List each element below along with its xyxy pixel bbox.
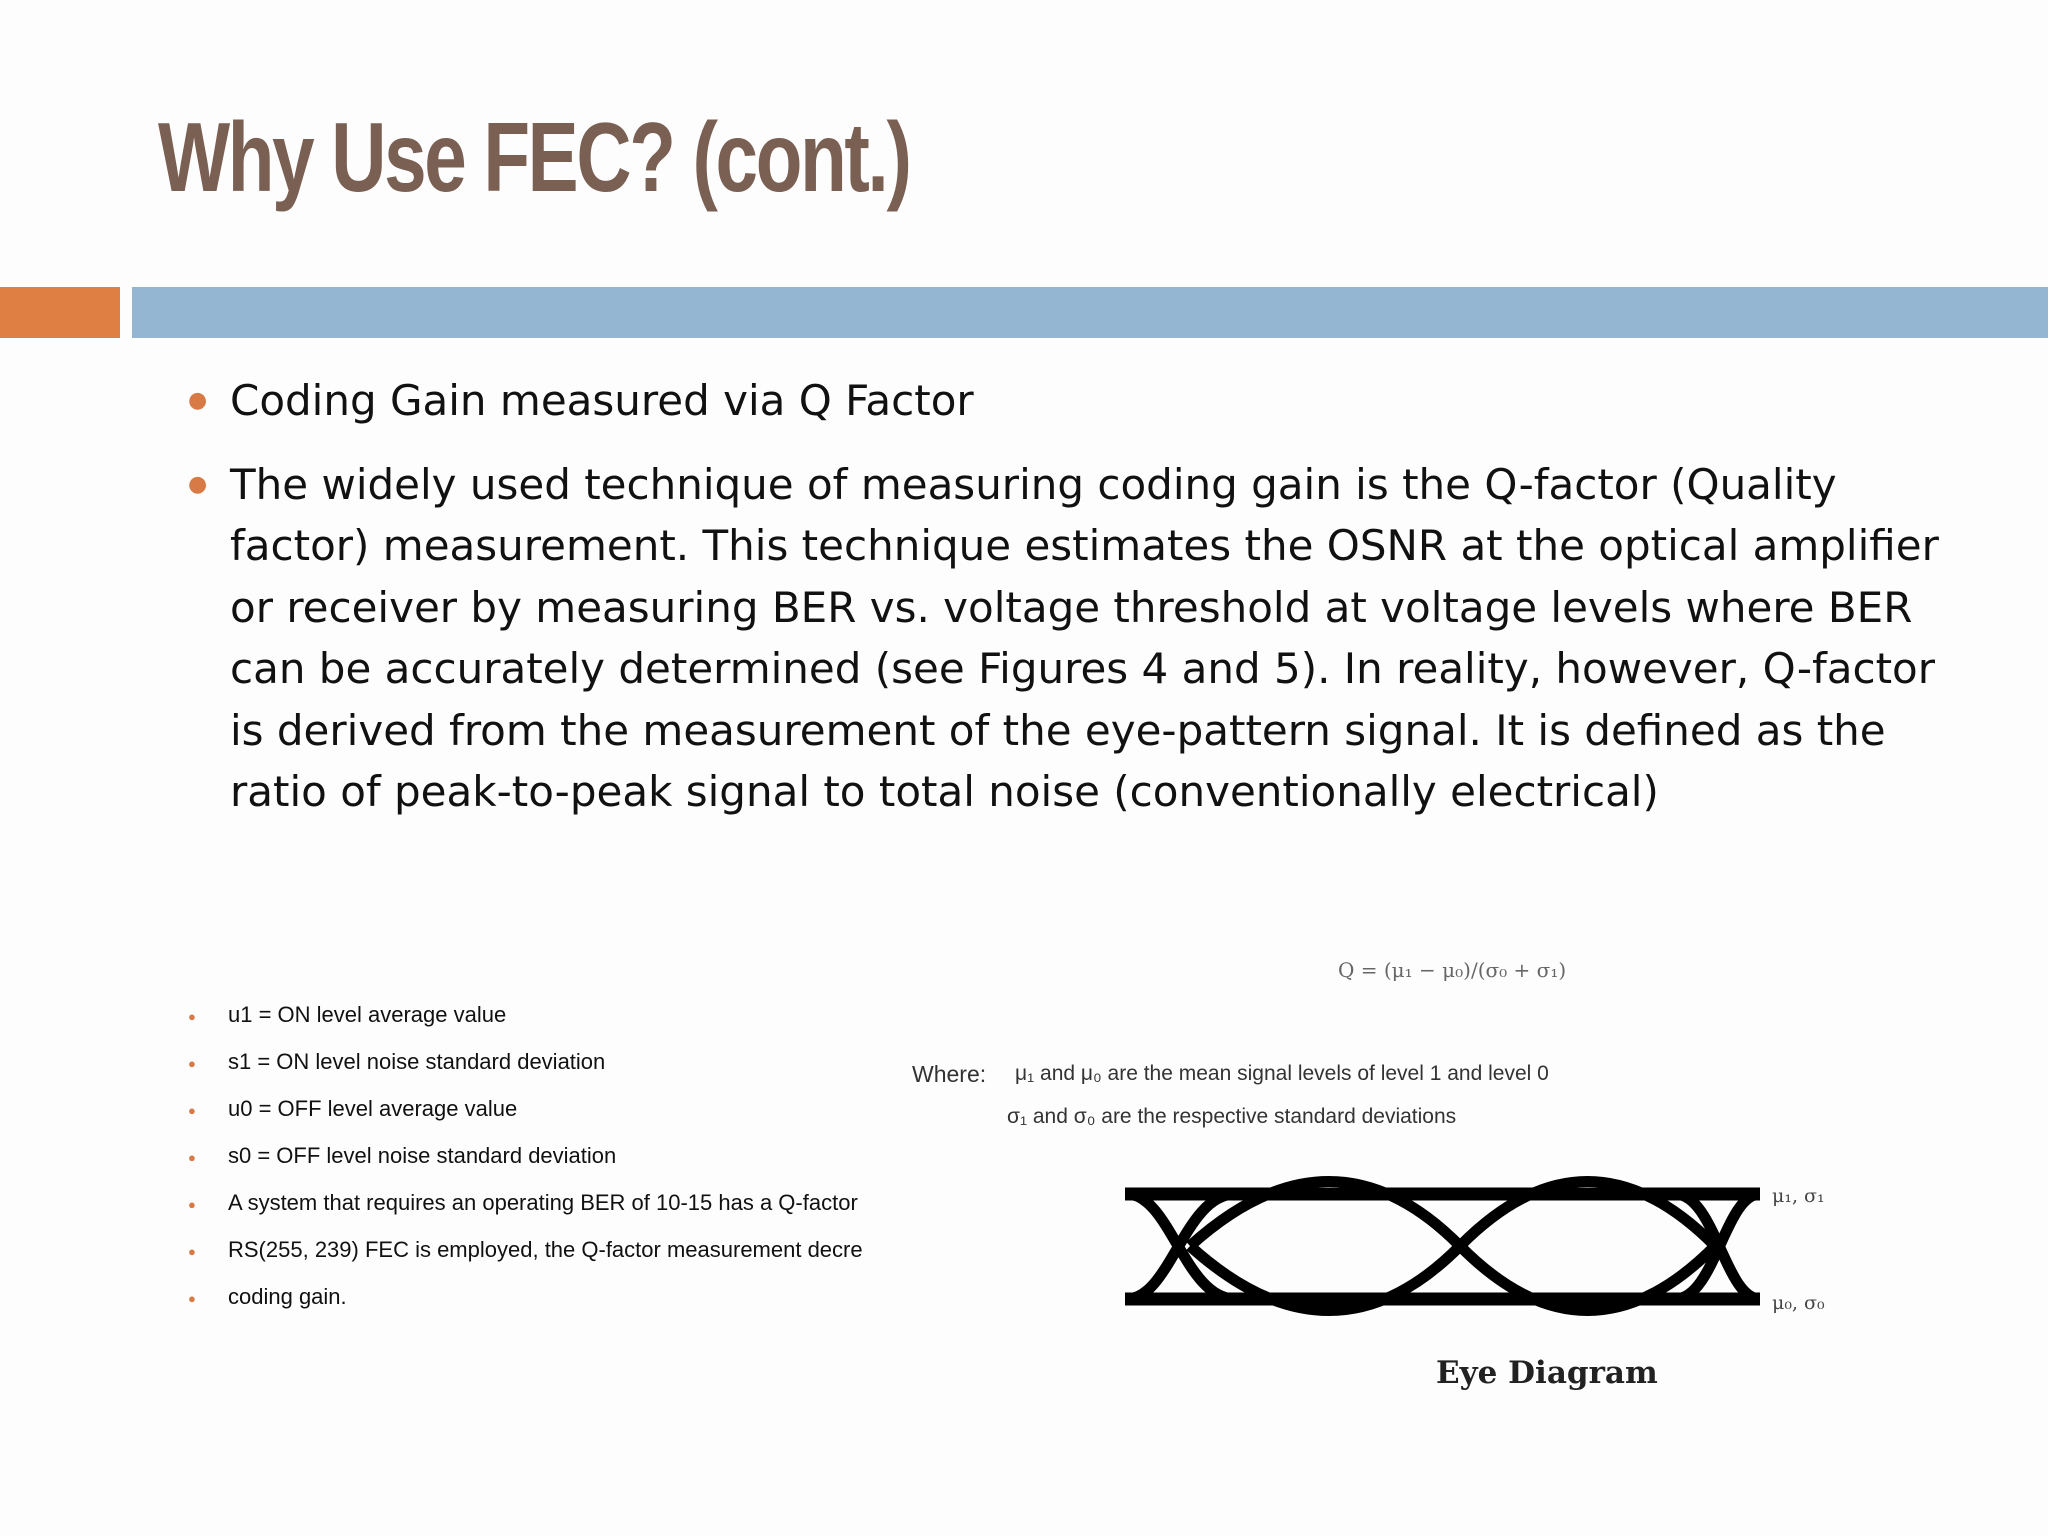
- definition-text: coding gain.: [228, 1284, 347, 1309]
- definition-text: u1 = ON level average value: [228, 1002, 507, 1027]
- accent-bar-orange: [0, 287, 120, 338]
- accent-bar-blue: [132, 287, 2048, 338]
- slide-title: Why Use FEC? (cont.): [158, 102, 910, 212]
- bullet-dot-icon: ●: [188, 1197, 196, 1212]
- where-mean-levels: μ₁ and μ₀ are the mean signal levels of level 1 and level 0: [1015, 1062, 1549, 1085]
- bullet-text: The widely used technique of measuring coding gain is the Q-factor (Quality factor) measurement. This technique estimates the OSNR at the optical amplifier or receiver by measuring BER vs. voltage threshold at voltage levels where BER can be accurately determined (see Figures 4 and 5). In reality, however, Q-factor is derived from the measurement of the eye-pattern signal. It is defined as the ratio of peak-to-peak signal to total noise (conventionally electrical): [230, 459, 1939, 816]
- main-bullet-list: [180, 370, 1960, 845]
- definition-item: [180, 1183, 900, 1230]
- bullet-dot-icon: ●: [188, 388, 208, 413]
- eye-trace: [1127, 1194, 1235, 1299]
- figure-caption: Eye Diagram: [1436, 1355, 1658, 1391]
- definition-item: [180, 1277, 900, 1324]
- definition-text: A system that requires an operating BER of 10-15 has a Q-factor: [228, 1190, 858, 1215]
- bullet-dot-icon: ●: [188, 1056, 196, 1071]
- definition-text: RS(255, 239) FEC is employed, the Q-factor measurement decre: [228, 1237, 863, 1262]
- bullet-text: Coding Gain measured via Q Factor: [230, 376, 974, 425]
- where-std-deviations: σ₁ and σ₀ are the respective standard deviations: [1007, 1105, 1457, 1128]
- definition-item: [180, 1230, 900, 1277]
- bullet-item: [180, 370, 1960, 432]
- bullet-item: [180, 454, 1960, 823]
- bullet-dot-icon: ●: [188, 1244, 196, 1259]
- definition-item: [180, 1042, 900, 1089]
- bullet-dot-icon: ●: [188, 1103, 196, 1118]
- bullet-dot-icon: ●: [188, 1150, 196, 1165]
- definition-text: u0 = OFF level average value: [228, 1096, 518, 1121]
- bullet-dot-icon: ●: [188, 1009, 196, 1024]
- definition-list: [180, 995, 900, 1324]
- eye-diagram-graphic: [1115, 1170, 1850, 1320]
- definition-item: [180, 995, 900, 1042]
- lower-level-label: μ₀, σ₀: [1772, 1292, 1825, 1314]
- definition-text: s1 = ON level noise standard deviation: [228, 1049, 606, 1074]
- where-label: Where:: [912, 1061, 987, 1087]
- bullet-dot-icon: ●: [188, 1291, 196, 1306]
- definition-text: s0 = OFF level noise standard deviation: [228, 1143, 617, 1168]
- definition-item: [180, 1136, 900, 1183]
- upper-level-label: μ₁, σ₁: [1772, 1185, 1825, 1207]
- eye-trace: [1675, 1194, 1760, 1299]
- definition-item: [180, 1089, 900, 1136]
- q-factor-formula: Q = (μ₁ − μ₀)/(σ₀ + σ₁): [1338, 958, 1567, 982]
- bullet-dot-icon: ●: [188, 471, 208, 497]
